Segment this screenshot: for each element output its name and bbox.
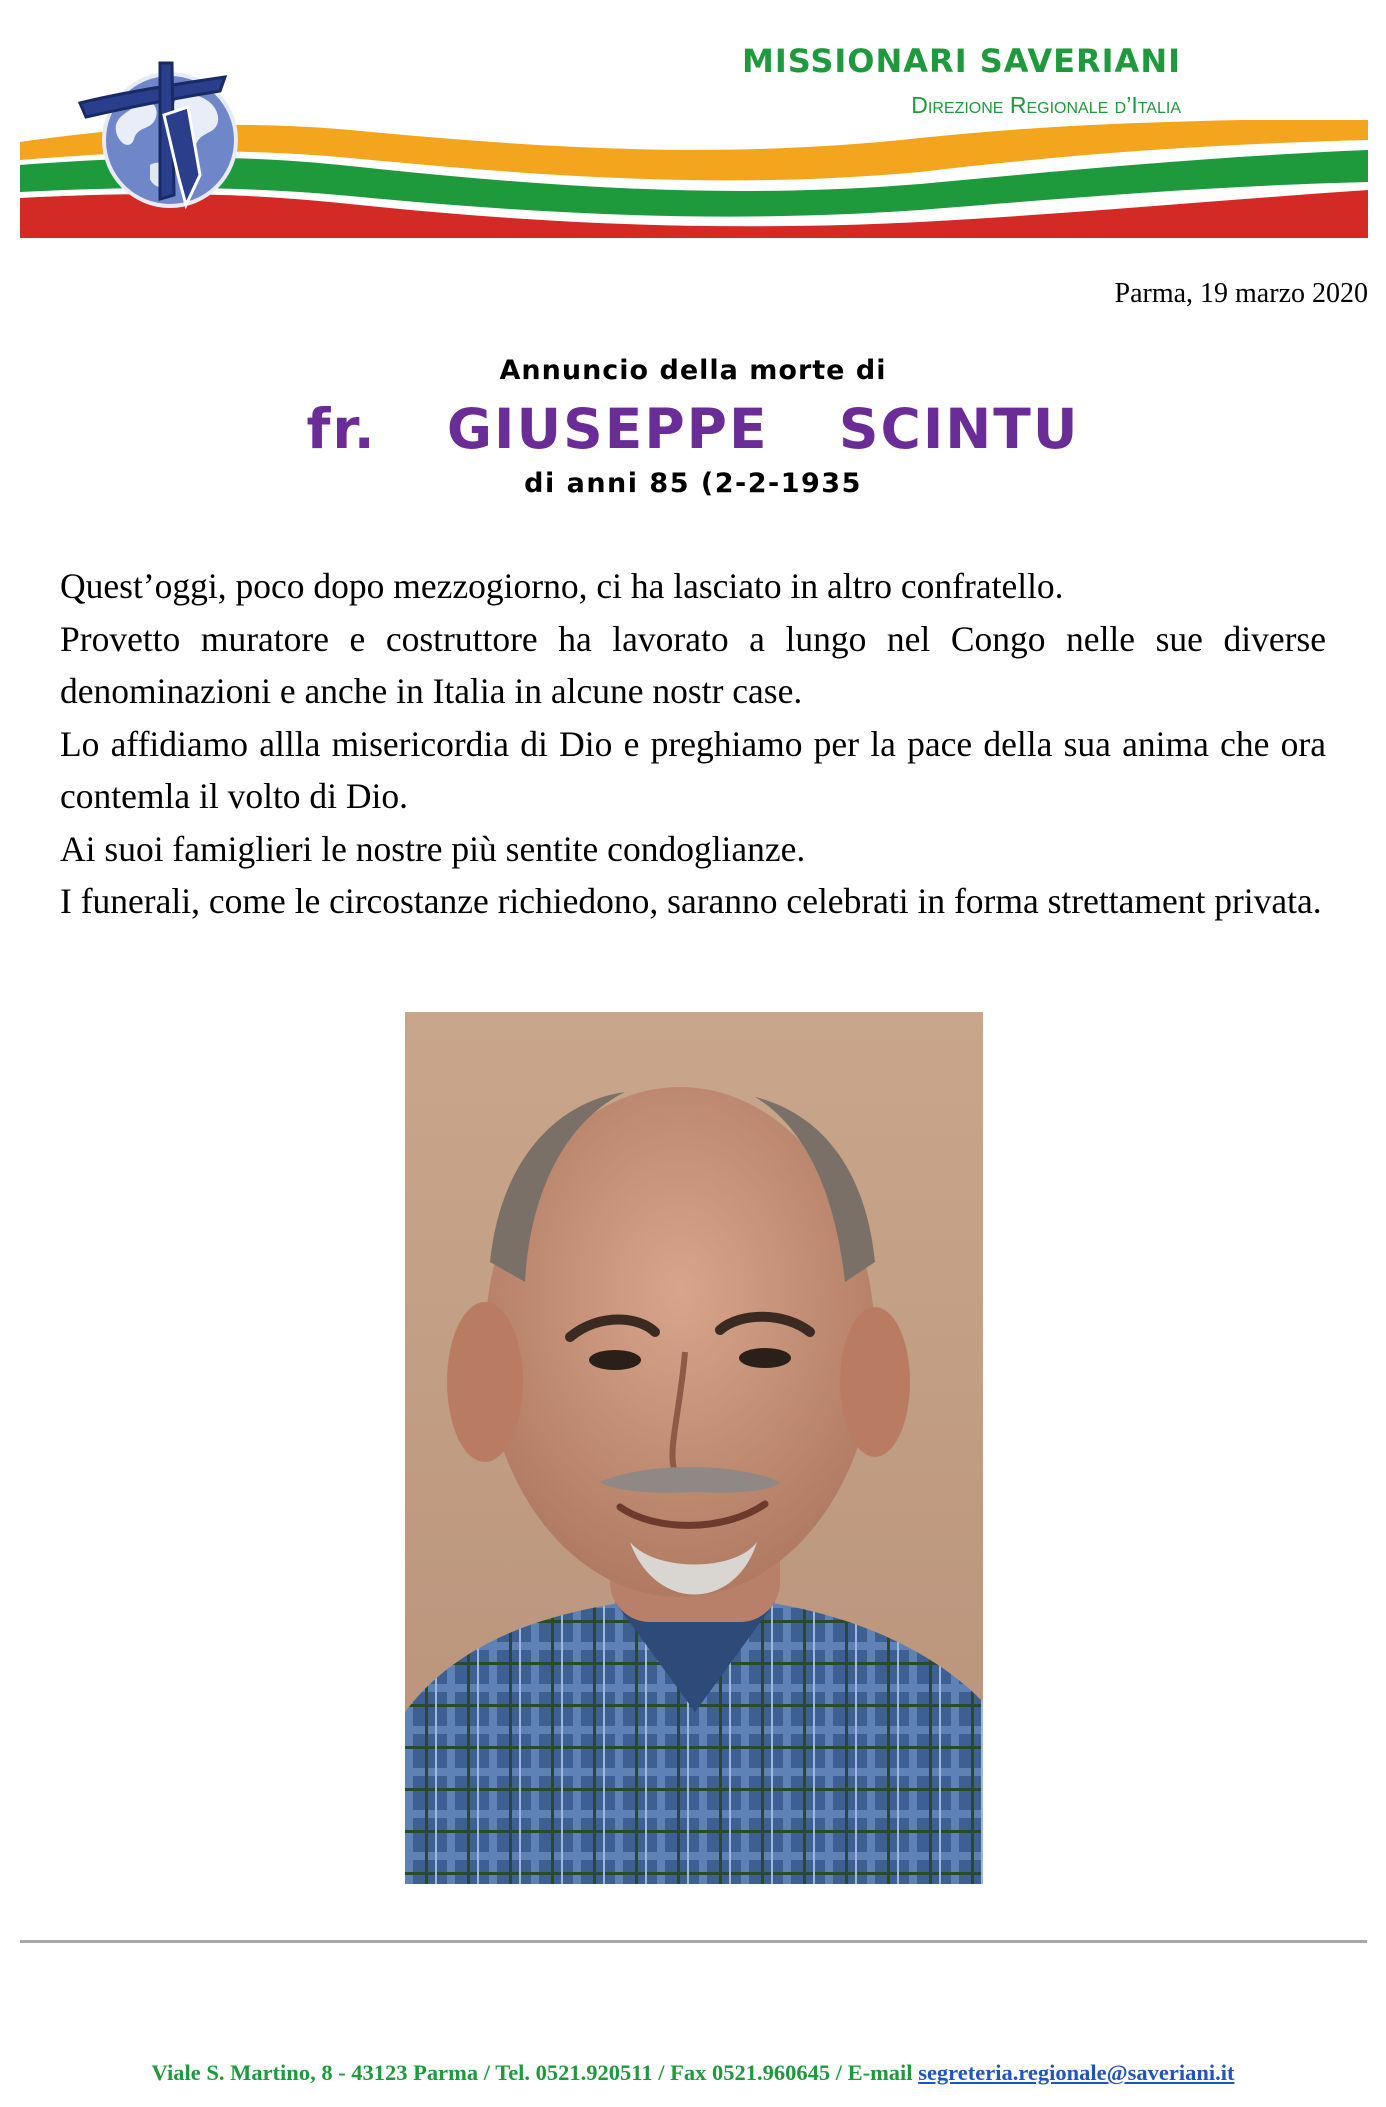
body-paragraph: Quest’oggi, poco dopo mezzogiorno, ci ha lasciato in altro confratello. <box>60 566 1064 606</box>
footer-email-link[interactable]: segreteria.regionale@saveriani.it <box>918 2060 1235 2085</box>
portrait-illustration <box>405 1012 983 1884</box>
saveriani-logo-icon <box>60 55 270 215</box>
date-line: Parma, 19 marzo 2020 <box>1114 278 1368 309</box>
footer-address: Viale S. Martino, 8 - 43123 Parma / Tel. 0521.920511 / Fax 0521.960645 / E-mail <box>151 2060 919 2085</box>
body-paragraph: Lo affidiamo allla misericordia di Dio e preghiamo per la pace della sua anima che ora contemla il volto di Dio. <box>60 723 1326 816</box>
body-paragraph: Ai suoi famiglieri le nostre più sentite condoglianze. <box>60 828 806 869</box>
footer-divider <box>20 1940 1367 1943</box>
org-name: MISSIONARI SAVERIANI <box>741 42 1181 80</box>
body-paragraph: I funerali, come le circostanze richiedono, saranno celebrati in forma strettament privata. <box>60 881 1322 921</box>
letterhead <box>0 0 1386 250</box>
deceased-name: fr. GIUSEPPE SCINTU <box>306 397 1080 461</box>
portrait-photo <box>405 1012 983 1884</box>
announcement-heading: Annuncio della morte di <box>499 355 887 386</box>
footer-contact <box>0 2060 1386 2086</box>
body-paragraph: Provetto muratore e costruttore ha lavorato a lungo nel Congo nelle sue diverse denominazioni e anche in Italia in alcune nostr case. <box>60 618 1326 711</box>
announcement-body <box>60 560 1326 928</box>
org-subtitle: Direzione Regionale d’Italia <box>911 92 1181 118</box>
deceased-age: di anni 85 (2-2-1935 <box>524 468 862 499</box>
